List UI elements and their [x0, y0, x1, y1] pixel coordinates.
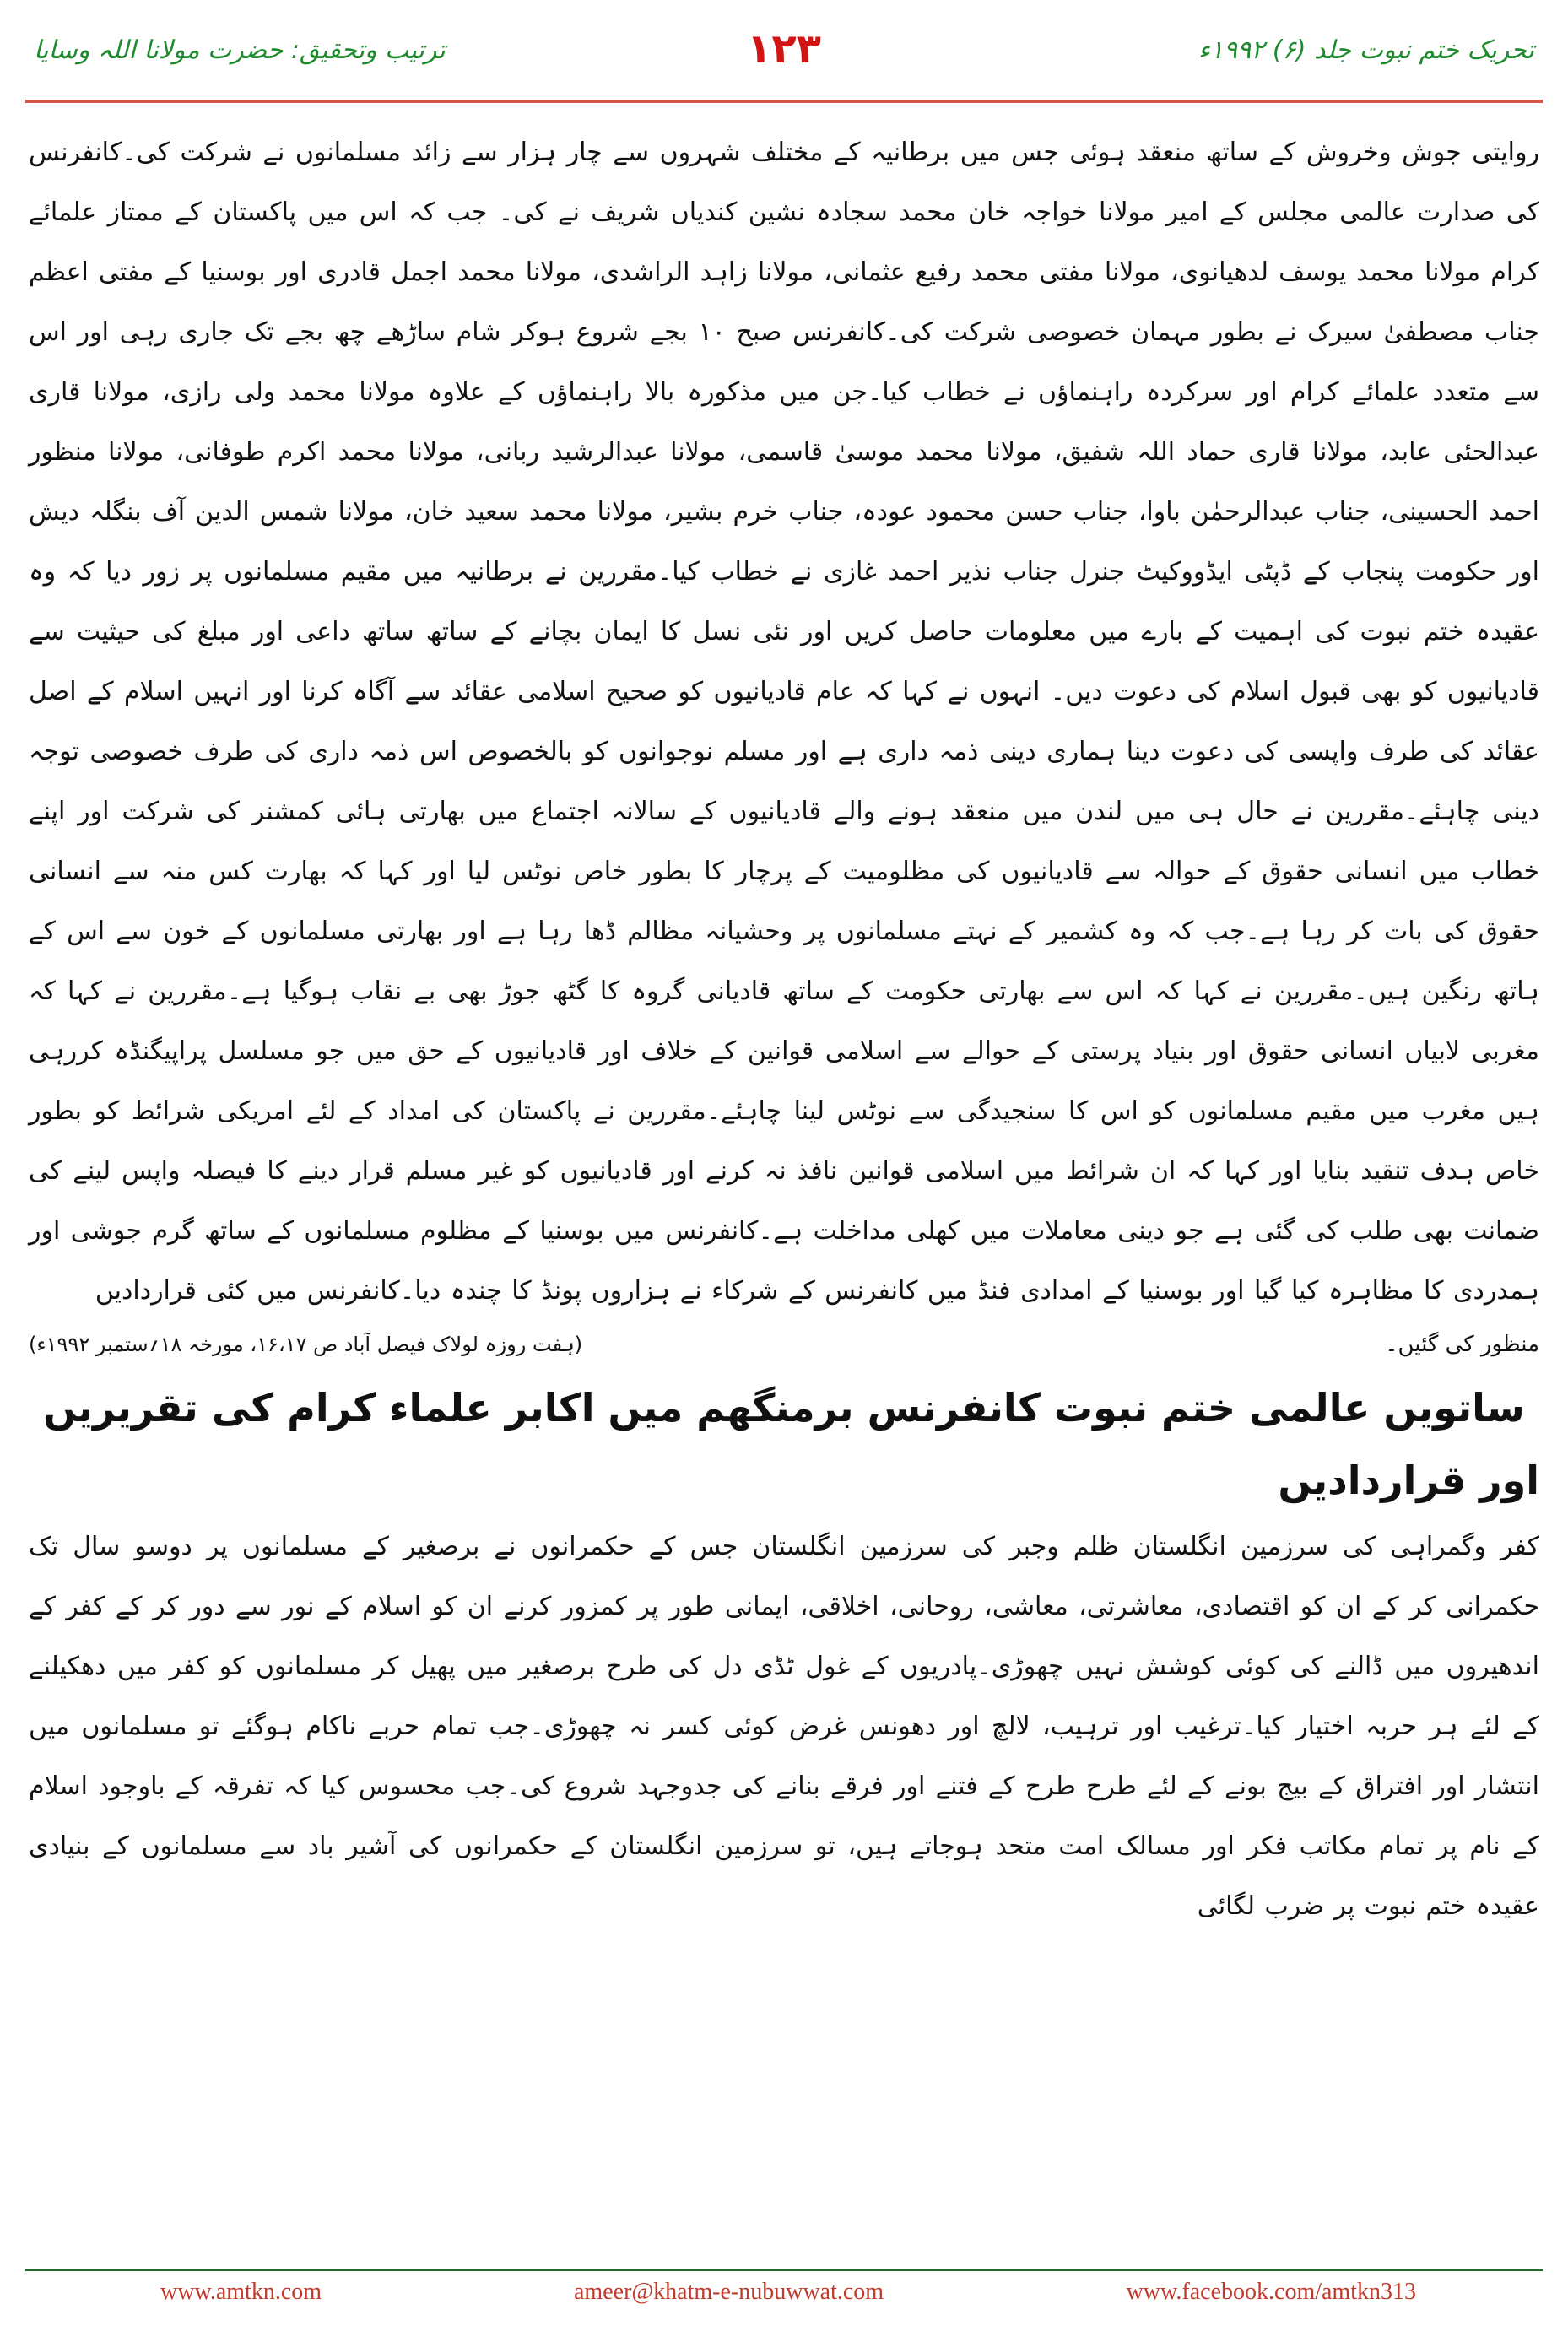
header-divider: [25, 100, 1543, 103]
section-heading: ساتویں عالمی ختم نبوت کانفرنس برمنگھم میں اکابر علماء کرام کی تقریریں اور قراردادیں: [43, 1385, 1539, 1503]
page-number: ۱۲۳: [747, 25, 821, 73]
page-header: [25, 25, 1543, 97]
closing-line: منظور کی گئیں۔: [1385, 1332, 1539, 1357]
website-link[interactable]: www.amtkn.com: [160, 2279, 322, 2305]
facebook-link[interactable]: www.facebook.com/amtkn313: [1126, 2279, 1416, 2305]
email-link[interactable]: ameer@khatm-e-nubuwwat.com: [574, 2279, 884, 2305]
body-paragraph-2: کفر وگمراہی کی سرزمین انگلستان ظلم وجبر کی سرزمین انگلستان جس کے حکمرانوں نے برصغیر کے مسلمانوں پر دوسو سال تک حکمرانی کر کے ان کو اقتصادی، معاشرتی، معاشی، روحانی، اخلاقی، ایمانی طور پر کمزور کرنے ان کو اسلام کے نور سے دور کر کے کفر کے اندھیروں میں ڈالنے کی کوئی کوشش نہیں چھوڑی۔پادریوں کے غول ٹڈی دل کی طرح برصغیر میں پھیل کر مسلمانوں کو کفر میں دھکیلنے کے لئے ہر حربہ اختیار کیا۔ترغیب اور ترہیب، لالچ اور دھونس غرض کوئی کسر نہ چھوڑی۔جب تمام حربے ناکام ہوگئے تو مسلمانوں میں انتشار اور افتراق کے بیج بونے کے لئے طرح طرح کے فتنے اور فرقے بنانے کی جدوجہد شروع کی۔جب محسوس کیا کہ تفرقہ کے باوجود اسلام کے نام پر تمام مکاتب فکر اور مسالک امت متحد ہوجاتے ہیں، تو سرزمین انگلستان کے حکمرانوں کی آشیر باد سے مسلمانوں کے بنیادی عقیدہ ختم نبوت پر ضرب لگائی: [29, 1532, 1539, 1921]
body-paragraph-1: روایتی جوش وخروش کے ساتھ منعقد ہوئی جس میں برطانیہ کے مختلف شہروں سے چار ہزار سے زائد مسلمانوں نے شرکت کی۔کانفرنس کی صدارت عالمی مجلس کے امیر مولانا خواجہ خان محمد سجادہ نشین کندیاں شریف نے کی۔ جب کہ اس میں پاکستان کے ممتاز علمائے کرام مولانا محمد یوسف لدھیانوی، مولانا مفتی محمد رفیع عثمانی، مولانا زاہد الراشدی، مولانا محمد اجمل قادری اور بوسنیا کے مفتی اعظم جناب مصطفیٰ سیرک نے بطور مہمان خصوصی شرکت کی۔کانفرنس صبح ۱۰ بجے شروع ہوکر شام ساڑھے چھ بجے تک جاری رہی اور اس سے متعدد علمائے کرام اور سرکردہ راہنماؤں نے خطاب کیا۔جن میں مذکورہ بالا راہنماؤں کے علاوہ مولانا محمد ولی رازی، مولانا قاری عبدالحئی عابد، مولانا قاری حماد اللہ شفیق، مولانا محمد موسیٰ قاسمی، مولانا عبدالرشید ربانی، مولانا محمد اکرم طوفانی، مولانا منظور احمد الحسینی، جناب عبدالرحمٰن باوا، جناب حسن محمود عودہ، جناب خرم بشیر، مولانا محمد سعید خان، مولانا شمس الدین آف بنگلہ دیش اور حکومت پنجاب کے ڈپٹی ایڈووکیٹ جنرل جناب نذیر احمد غازی نے خطاب کیا۔مقررین نے برطانیہ میں مقیم مسلمانوں پر زور دیا کہ وہ عقیدہ ختم نبوت کی اہمیت کے بارے میں معلومات حاصل کریں اور نئی نسل کا ایمان بچانے کے ساتھ ساتھ داعی اور مبلغ کی حیثیت سے قادیانیوں کو بھی قبول اسلام کی دعوت دیں۔ انہوں نے کہا کہ عام قادیانیوں کو صحیح اسلامی عقائد سے آگاہ کرنا اور انہیں اسلام کے اصل عقائد کی طرف واپسی کی دعوت دینا ہماری دینی ذمہ داری ہے اور مسلم نوجوانوں کو بالخصوص اس ذمہ داری کی طرف خصوصی توجہ دینی چاہئے۔مقررین نے حال ہی میں لندن میں منعقد ہونے والے قادیانیوں کے سالانہ اجتماع میں بھارتی ہائی کمشنر کی شرکت اور اپنے خطاب میں انسانی حقوق کے حوالہ سے قادیانیوں کی مظلومیت کے پرچار کا بطور خاص نوٹس لیا اور کہا کہ بھارت کس منہ سے انسانی حقوق کی بات کر رہا ہے۔جب کہ وہ کشمیر کے نہتے مسلمانوں پر وحشیانہ مظالم ڈھا رہا ہے اور بھارتی مسلمانوں کے خون سے اس کے ہاتھ رنگین ہیں۔مقررین نے کہا کہ اس سے بھارتی حکومت کے ساتھ قادیانی گروہ کا گٹھ جوڑ بھی بے نقاب ہوگیا ہے۔مقررین نے کہا کہ مغربی لابیاں انسانی حقوق اور بنیاد پرستی کے حوالے سے اسلامی قوانین کے خلاف اور قادیانیوں کے حق میں جو مسلسل پراپیگنڈہ کررہی ہیں مغرب میں مقیم مسلمانوں کو اس کا سنجیدگی سے نوٹس لینا چاہئے۔مقررین نے پاکستان کی امداد کے لئے امریکی شرائط کو بطور خاص ہدف تنقید بنایا اور کہا کہ ان شرائط میں اسلامی قوانین نافذ نہ کرنے اور قادیانیوں کو غیر مسلم قرار دینے کا فیصلہ واپس لینے کی ضمانت بھی طلب کی گئی ہے جو دینی معاملات میں کھلی مداخلت ہے۔کانفرنس میں بوسنیا کے مظلوم مسلمانوں کے ساتھ گرم جوشی اور ہمدردی کا مظاہرہ کیا گیا اور بوسنیا کے امدادی فنڈ میں کانفرنس کے شرکاء نے ہزاروں پونڈ کا چندہ دیا۔کانفرنس میں کئی قراردادیں: [29, 138, 1540, 1306]
footer-divider: [25, 2269, 1543, 2271]
page-content: [29, 122, 1539, 1936]
page-footer: [34, 2279, 1534, 2321]
header-compiler-credit: ترتیب وتحقیق: حضرت مولانا اللہ وسایا: [34, 35, 446, 65]
source-citation: (ہفت روزہ لولاک فیصل آباد ص ۱۶،۱۷، مورخہ ۱۸؍ستمبر ۱۹۹۲ء): [29, 1333, 583, 1356]
citation-row: [29, 1321, 1539, 1368]
header-book-title: تحریک ختم نبوت جلد (۶) ۱۹۹۲ء: [1198, 35, 1534, 65]
